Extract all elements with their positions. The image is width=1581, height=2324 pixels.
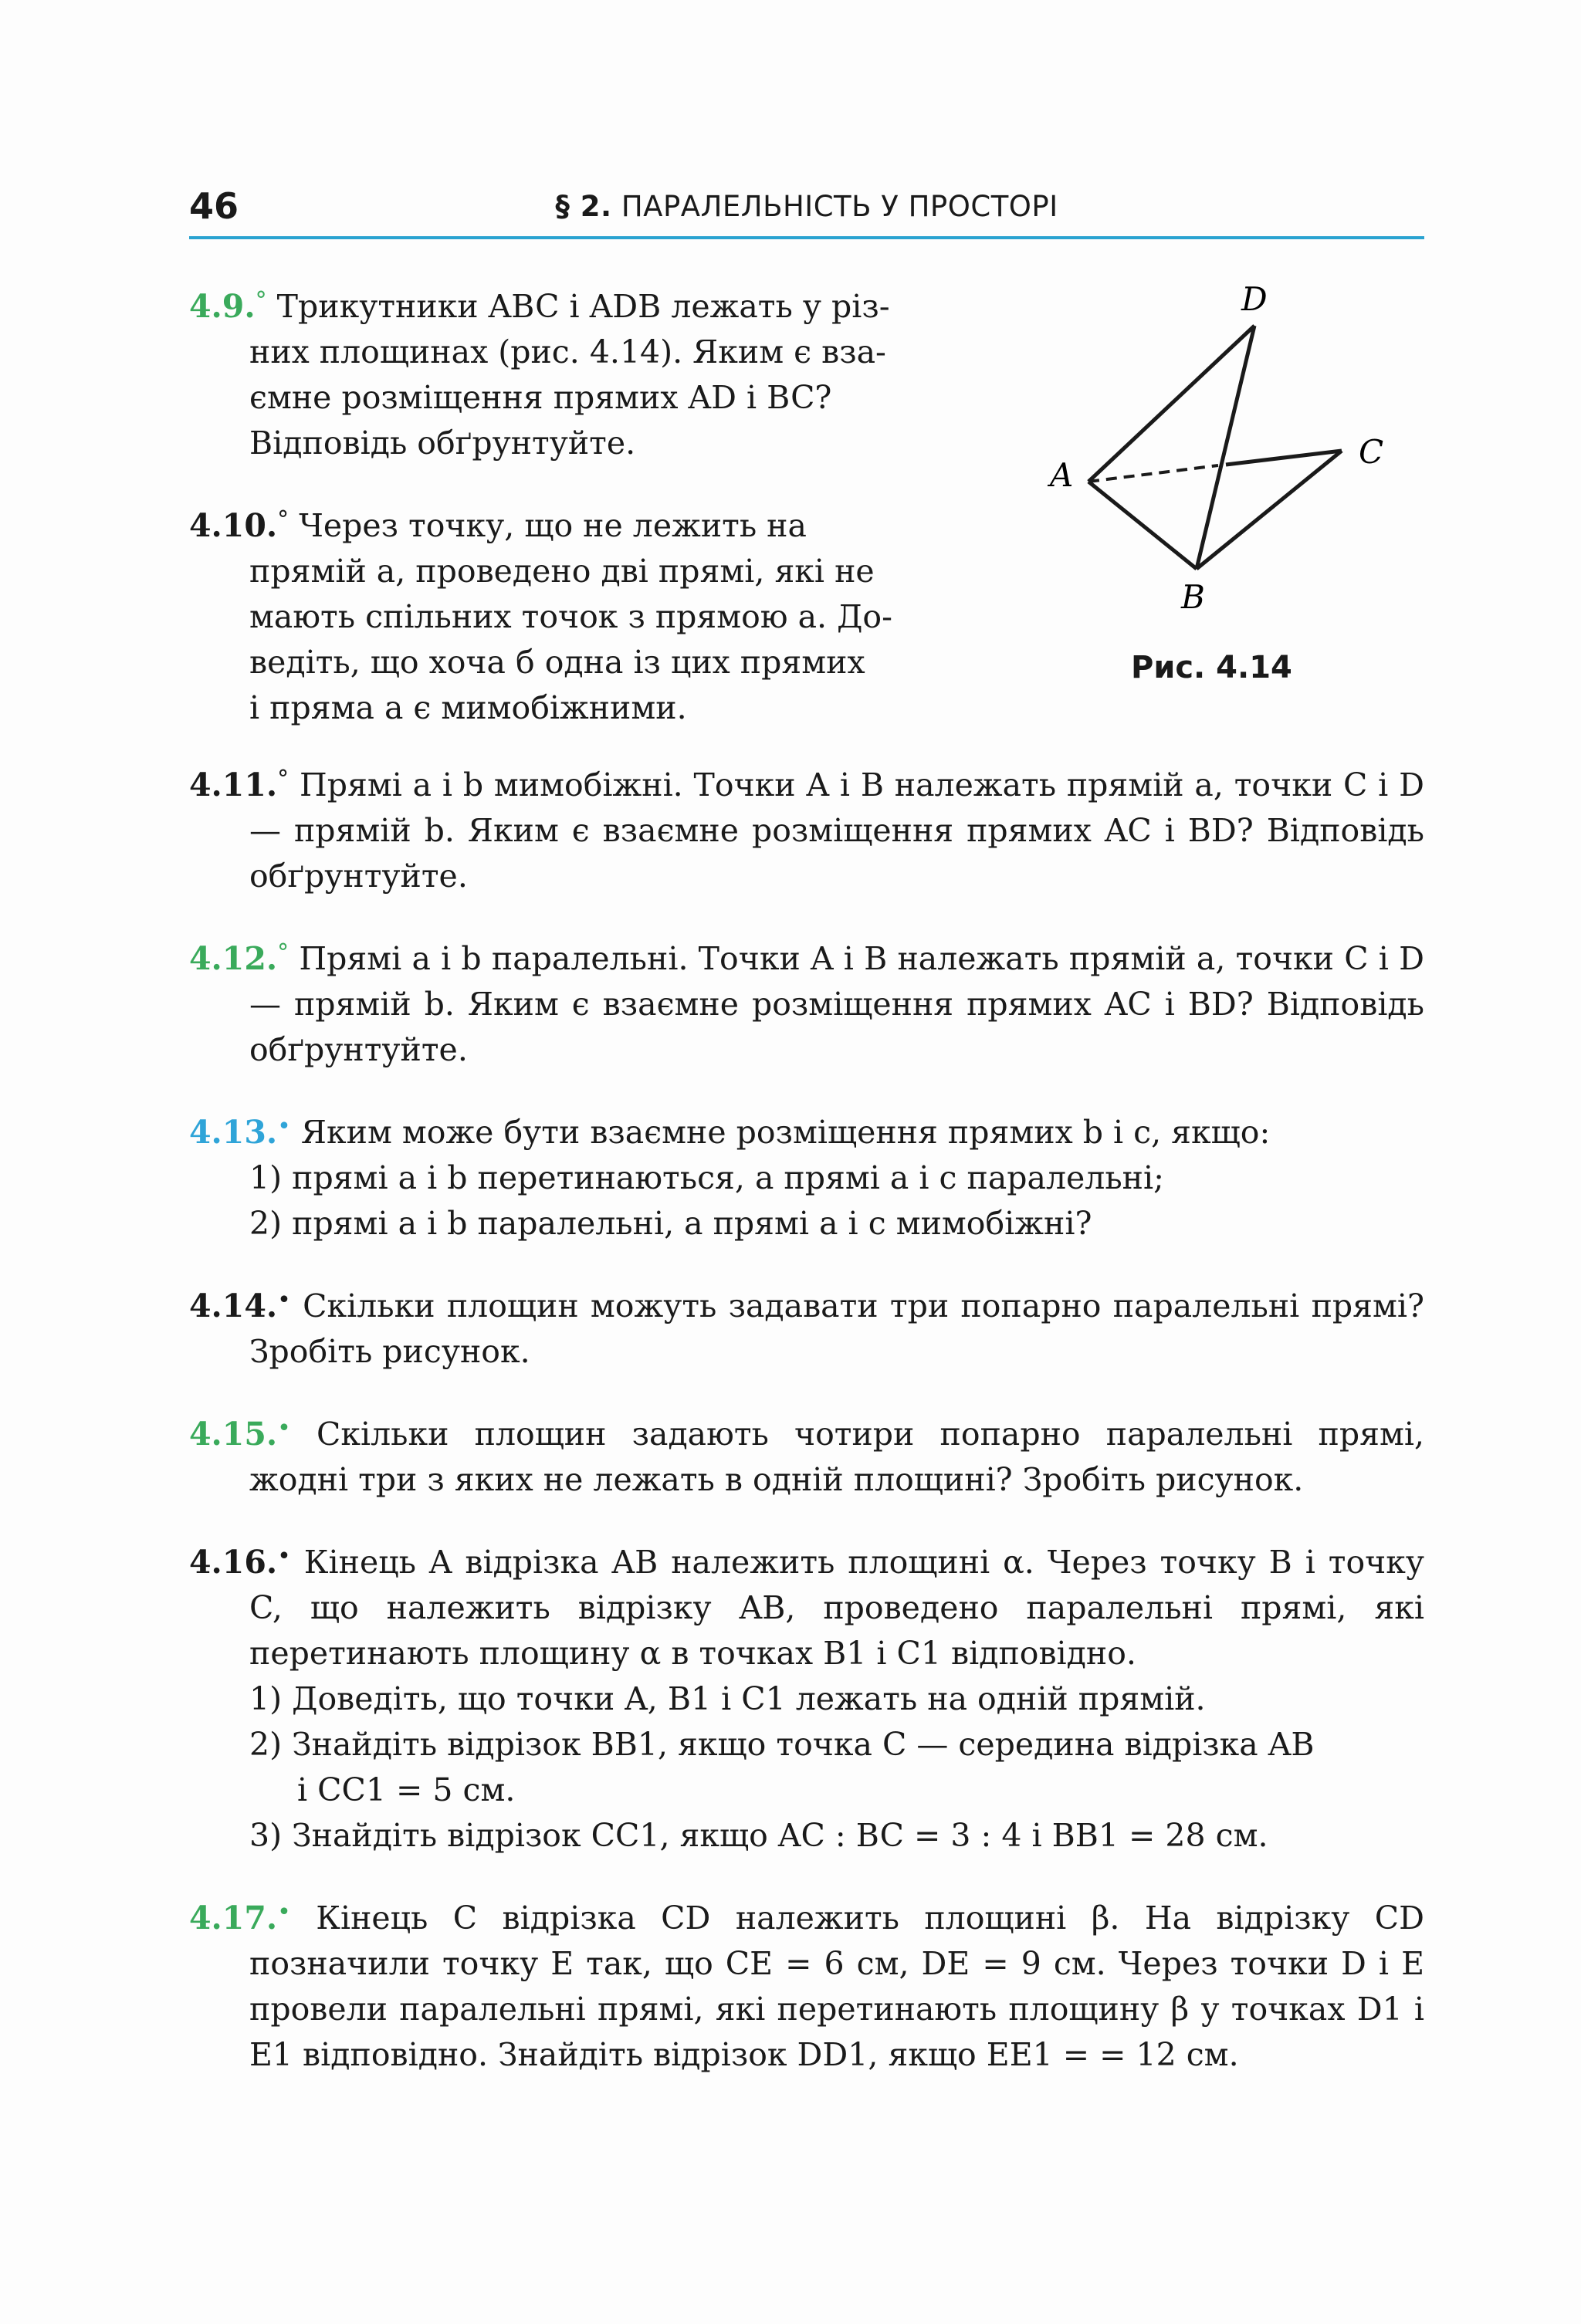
label-b: B	[1181, 578, 1205, 616]
problem-item: 3) Знайдіть відрізок CC1, якщо AC : BC = 3 : 4 і BB1 = 28 см.	[249, 1817, 1268, 1854]
problem-line: мають спільних точок з прямою a. До-	[249, 598, 892, 635]
figure-caption: Рис. 4.14	[1131, 650, 1292, 685]
segment-bc	[1197, 451, 1342, 569]
section-title	[189, 190, 1424, 223]
label-a: A	[1050, 456, 1074, 494]
segment-ab	[1088, 482, 1197, 569]
problem-item: 2) Знайдіть відрізок BB1, якщо точка C — середина відрізка AB	[249, 1726, 1315, 1763]
problem-text: Прямі a і b паралельні. Точки A і B належать прямій a, точки C і D — прямій b. Яким є взаємне розміщення прямих AC і BD? Відповідь обґрунтуйте.	[249, 940, 1424, 1068]
problems-main	[189, 756, 1424, 2109]
problem-4-10	[189, 497, 969, 731]
problem-number: 4.15.	[189, 1416, 278, 1453]
problem-item: 2) прямі a і b паралельні, а прямі a і c мимобіжні?	[249, 1205, 1092, 1242]
section-name: ПАРАЛЕЛЬНІСТЬ У ПРОСТОРІ	[621, 190, 1058, 223]
problem-text: Яким може бути взаємне розміщення прямих b і c, якщо:	[300, 1114, 1271, 1151]
difficulty-mark: •	[277, 1113, 291, 1140]
problem-number: 4.10.	[189, 507, 278, 544]
segment-db	[1197, 326, 1254, 569]
problem-number: 4.11.	[189, 766, 278, 803]
problem-number: 4.16.	[189, 1544, 278, 1581]
problem-text: Скільки площин можуть задавати три попарно паралельні прямі? Зробіть рисунок.	[249, 1287, 1424, 1370]
problem-4-17	[189, 1889, 1424, 2078]
problem-text: Кінець A відрізка AB належить площині α. Через точку B і точку C, що належить відрізку AB, проведено паралельні прямі, які перетинають площину α в точках B1 і C1 відповідно.	[249, 1544, 1424, 1672]
problem-text: Кінець C відрізка CD належить площині β. На відрізку CD позначили точку E так, що CE = 6 см, DE = 9 см. Через точки D і E провели паралельні прямі, які перетинають площину β у точках D1 і E1 відповідно. Знайдіть відрізок DD1, якщо EE1 = = 12 см.	[249, 1899, 1424, 2073]
figure-4-14	[1034, 270, 1390, 702]
difficulty-mark: °	[255, 287, 267, 314]
problem-line: прямій a, проведено дві прямі, які не	[249, 553, 875, 590]
label-c: C	[1359, 433, 1384, 471]
problem-4-9	[189, 278, 969, 466]
problem-line: Трикутники ABC і ADB лежать у різ-	[276, 288, 890, 325]
segment-ac-hidden	[1088, 465, 1218, 482]
problem-line: них площинах (рис. 4.14). Яким є вза-	[249, 333, 886, 370]
difficulty-mark: °	[277, 766, 289, 793]
difficulty-mark: •	[277, 1415, 291, 1442]
problem-4-16	[189, 1534, 1424, 1859]
label-d: D	[1241, 280, 1268, 318]
problem-number: 4.14.	[189, 1287, 278, 1324]
problem-line: ємне розміщення прямих AD і BC?	[249, 379, 832, 416]
problem-line: Відповідь обґрунтуйте.	[249, 425, 636, 462]
difficulty-mark: •	[277, 1543, 291, 1570]
problem-item: 1) прямі a і b перетинаються, а прямі a і c паралельні;	[249, 1159, 1164, 1196]
problem-4-11	[189, 756, 1424, 899]
problem-line: Через точку, що не лежить на	[299, 507, 807, 544]
problem-4-15	[189, 1406, 1424, 1503]
difficulty-mark: •	[277, 1899, 291, 1926]
problem-4-13	[189, 1104, 1424, 1247]
problem-item: і CC1 = 5 см.	[297, 1771, 516, 1808]
problem-number: 4.12.	[189, 940, 278, 977]
problem-line: і пряма a є мимобіжними.	[249, 689, 687, 726]
difficulty-mark: °	[277, 939, 289, 966]
problem-4-12	[189, 930, 1424, 1073]
page-header	[189, 176, 1424, 238]
problem-text: Прямі a і b мимобіжні. Точки A і B належать прямій a, точки C і D — прямій b. Яким є взаємне розміщення прямих AC і BD? Відповідь обґрунтуйте.	[249, 766, 1424, 895]
problem-number: 4.13.	[189, 1114, 278, 1151]
page-number: 46	[189, 185, 239, 227]
problem-item: 1) Доведіть, що точки A, B1 і C1 лежать на одній прямій.	[249, 1680, 1206, 1717]
difficulty-mark: •	[277, 1287, 291, 1314]
segment-ad	[1088, 326, 1254, 482]
problem-line: ведіть, що хоча б одна із цих прямих	[249, 644, 865, 681]
section-mark: § 2.	[555, 190, 612, 223]
problem-4-14	[189, 1277, 1424, 1375]
problems-top	[189, 278, 969, 762]
header-rule	[189, 236, 1424, 239]
problem-text: Скільки площин задають чотири попарно паралельні прямі, жодні три з яких не лежать в одній площині? Зробіть рисунок.	[249, 1416, 1424, 1498]
problem-number: 4.17.	[189, 1899, 278, 1937]
problem-number: 4.9.	[189, 288, 256, 325]
difficulty-mark: °	[277, 506, 289, 533]
